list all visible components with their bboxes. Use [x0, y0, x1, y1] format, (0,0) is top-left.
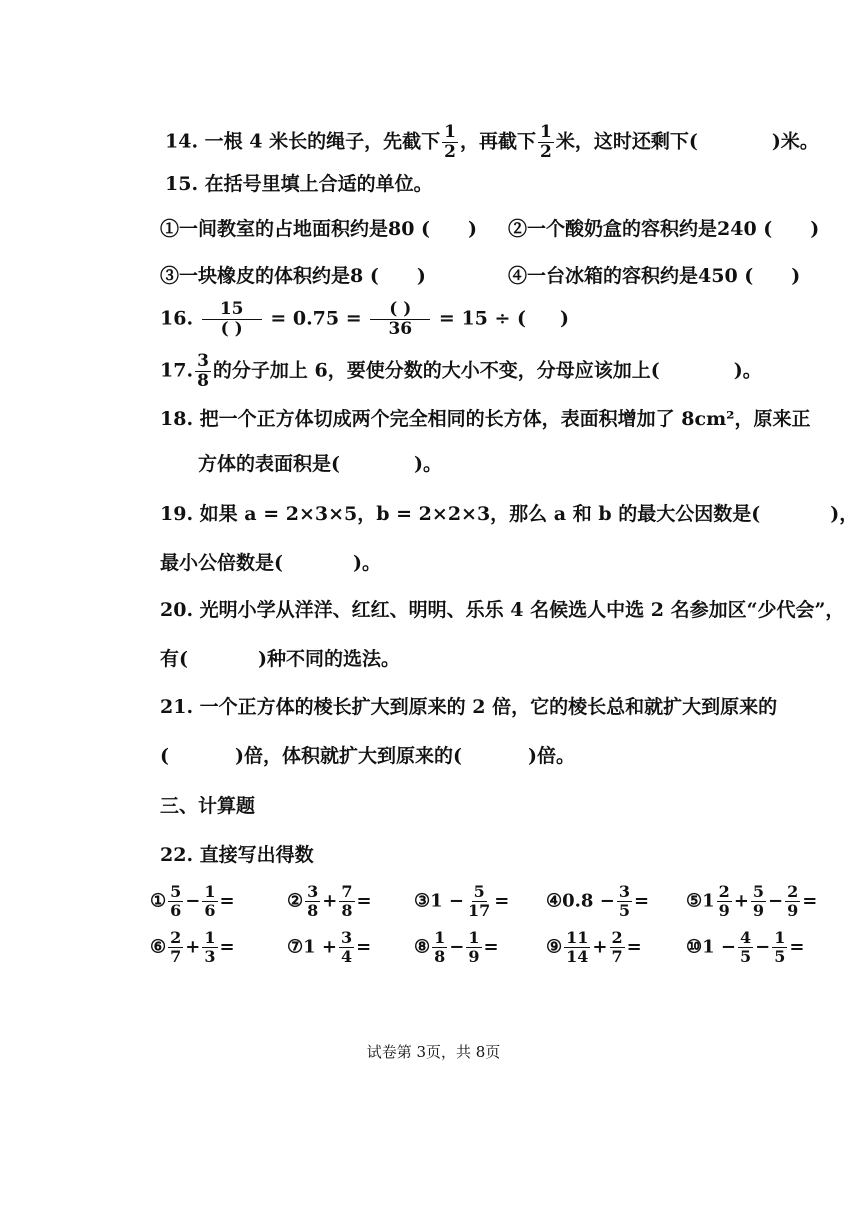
q17-fraction: $\frac{3}{8}$: [197, 351, 209, 391]
section-3-title: 三、计算题: [160, 795, 256, 817]
question-21-line-2: ( )倍，体积就扩大到原来的( )倍。: [160, 745, 575, 767]
question-19-line-1: 19. 如果 a = 2×3×5，b = 2×2×3，那么 a 和 b 的最大公因数是( )，: [160, 503, 859, 525]
q16-blank-2[interactable]: ( ): [370, 300, 430, 320]
question-20-line-2: 有( )种不同的选法。: [160, 648, 400, 670]
question-20-line-1: 20. 光明小学从洋洋、红红、明明、乐乐 4 名候选人中选 2 名参加区“少代会”，: [160, 599, 845, 621]
q15-item-d: ④一台冰箱的容积约是450 ( ): [508, 265, 801, 287]
q16-fraction-2: $\frac{( )}{36}$: [370, 300, 430, 339]
calc-item-5: ⑤1 $\frac{2}{9}$ + $\frac{5}{9}$ − $\frac{2}{9}$ =: [686, 882, 818, 920]
q15-item-a: ①一间教室的占地面积约是80 ( ): [160, 218, 478, 240]
calc-item-7: ⑦1 + $\frac{3}{4}$ =: [287, 928, 372, 966]
question-19-line-2: 最小公倍数是( )。: [160, 552, 381, 574]
calc-item-2: ② $\frac{3}{8}$ + $\frac{7}{8}$ =: [287, 882, 372, 920]
calc-item-6: ⑥ $\frac{2}{7}$ + $\frac{1}{3}$ =: [150, 928, 235, 966]
question-21-line-1: 21. 一个正方体的棱长扩大到原来的 2 倍，它的棱长总和就扩大到原来的: [160, 696, 778, 718]
calc-item-8: ⑧ $\frac{1}{8}$ − $\frac{1}{9}$ =: [414, 928, 499, 966]
calc-item-4: ④0.8 − $\frac{3}{5}$ =: [546, 882, 650, 920]
question-15-title: 15. 在括号里填上合适的单位。: [165, 173, 433, 195]
question-18-line-1: 18. 把一个正方体切成两个完全相同的长方体，表面积增加了 8cm²，原来正: [160, 408, 811, 430]
calc-item-9: ⑨ $\frac{11}{14}$ + $\frac{2}{7}$ =: [546, 928, 642, 966]
question-16: 16. $\frac{15}{( )}$ = 0.75 = $\frac{( )}{36}$ = 15 ÷ ( ): [160, 299, 570, 339]
q16-fraction-1: $\frac{15}{( )}$: [202, 300, 262, 339]
question-14: 14. 一根 4 米长的绳子，先截下 $\frac{1}{2}$ ，再截下 $\frac{1}{2}$ 米，这时还剩下( )米。: [165, 122, 819, 162]
calc-item-1: ① $\frac{5}{6}$ − $\frac{1}{6}$ =: [150, 882, 235, 920]
q16-blank-1[interactable]: ( ): [220, 319, 243, 339]
q14-fraction-2: $\frac{1}{2}$: [539, 122, 552, 162]
question-22-title: 22. 直接写出得数: [160, 844, 314, 866]
calc-item-3: ③1 − $\frac{5}{17}$ =: [414, 882, 510, 920]
q14-text: 14. 一根 4 米长的绳子，先截下: [165, 130, 441, 153]
question-17: 17. $\frac{3}{8}$ 的分子加上 6，要使分数的大小不变，分母应该加上( )。: [160, 351, 762, 391]
q14-fraction-1: $\frac{1}{2}$: [444, 122, 456, 162]
q15-item-b: ②一个酸奶盒的容积约是240 ( ): [508, 218, 820, 240]
calc-item-10: ⑩1 − $\frac{4}{5}$ − $\frac{1}{5}$ =: [686, 928, 805, 966]
q15-item-c: ③一块橡皮的体积约是8 ( ): [160, 265, 426, 287]
question-18-line-2: 方体的表面积是( )。: [198, 453, 442, 475]
page-footer: 试卷第 3页，共 8页: [366, 1043, 501, 1061]
